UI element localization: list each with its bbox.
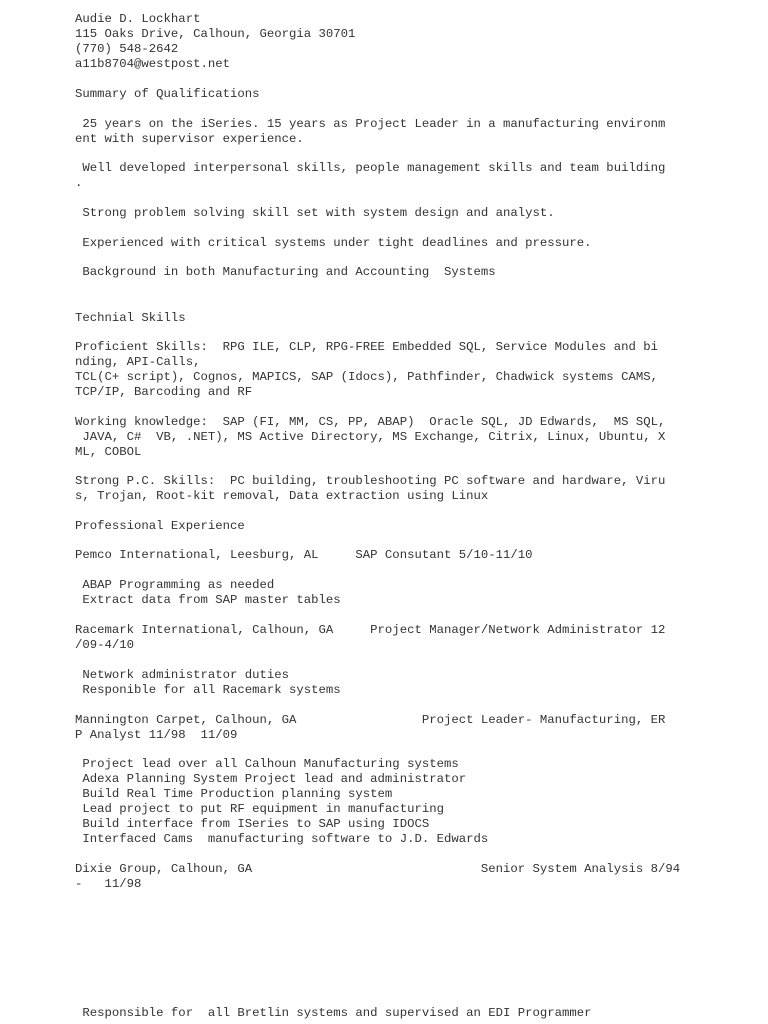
applicant-address: 115 Oaks Drive, Calhoun, Georgia 30701 — [75, 27, 356, 41]
skills-heading: Technial Skills — [75, 311, 186, 325]
summary-line: . — [75, 176, 83, 190]
skills-line: s, Trojan, Root-kit removal, Data extraction using Linux — [75, 489, 489, 503]
experience-line: Pemco International, Leesburg, AL SAP Consutant 5/10-11/10 — [75, 548, 533, 562]
skills-line: TCL(C+ script), Cognos, MAPICS, SAP (Idocs), Pathfinder, Chadwick systems CAMS, — [75, 370, 658, 384]
experience-line: P Analyst 11/98 11/09 — [75, 728, 238, 742]
summary-line: Experienced with critical systems under tight deadlines and pressure. — [75, 236, 592, 250]
summary-heading: Summary of Qualifications — [75, 87, 260, 101]
skills-line: TCP/IP, Barcoding and RF — [75, 385, 253, 399]
summary-line: 25 years on the iSeries. 15 years as Project Leader in a manufacturing environm — [75, 117, 666, 131]
experience-line: Lead project to put RF equipment in manufacturing — [75, 802, 444, 816]
experience-line: Project lead over all Calhoun Manufacturing systems — [75, 757, 459, 771]
experience-line: Network administrator duties — [75, 668, 290, 682]
experience-line: Build interface from ISeries to SAP using IDOCS — [75, 817, 430, 831]
skills-line: Strong P.C. Skills: PC building, troubleshooting PC software and hardware, Viru — [75, 474, 666, 488]
skills-line: nding, API-Calls, — [75, 355, 201, 369]
summary-line: Well developed interpersonal skills, people management skills and team building — [75, 161, 666, 175]
skills-line: ML, COBOL — [75, 445, 142, 459]
experience-line: Responible for all Racemark systems — [75, 683, 341, 697]
experience-line: Racemark International, Calhoun, GA Project Manager/Network Administrator 12 — [75, 623, 666, 637]
summary-line: Background in both Manufacturing and Accounting Systems — [75, 265, 496, 279]
experience-line: Mannington Carpet, Calhoun, GA Project Leader- Manufacturing, ER — [75, 713, 666, 727]
experience-line: - 11/98 — [75, 877, 142, 891]
experience-heading: Professional Experience — [75, 519, 245, 533]
experience-line: Interfaced Cams manufacturing software to J.D. Edwards — [75, 832, 489, 846]
experience-line: Adexa Planning System Project lead and administrator — [75, 772, 467, 786]
summary-line: Strong problem solving skill set with system design and analyst. — [75, 206, 555, 220]
experience-line: Extract data from SAP master tables — [75, 593, 341, 607]
applicant-name: Audie D. Lockhart — [75, 12, 201, 26]
experience-line: /09-4/10 — [75, 638, 135, 652]
skills-line: Proficient Skills: RPG ILE, CLP, RPG-FREE Embedded SQL, Service Modules and bi — [75, 340, 658, 354]
experience-line: Dixie Group, Calhoun, GA Senior System Analysis 8/94 — [75, 862, 681, 876]
applicant-phone: (770) 548-2642 — [75, 42, 179, 56]
skills-line: Working knowledge: SAP (FI, MM, CS, PP, ABAP) Oracle SQL, JD Edwards, MS SQL, — [75, 415, 666, 429]
skills-line: JAVA, C# VB, .NET), MS Active Directory, MS Exchange, Citrix, Linux, Ubuntu, X — [75, 430, 666, 444]
summary-line: ent with supervisor experience. — [75, 132, 304, 146]
experience-line: Responsible for all Bretlin systems and supervised an EDI Programmer — [75, 1006, 592, 1020]
experience-line: Build Real Time Production planning system — [75, 787, 393, 801]
applicant-email: a11b8704@westpost.net — [75, 57, 230, 71]
experience-line: ABAP Programming as needed — [75, 578, 275, 592]
